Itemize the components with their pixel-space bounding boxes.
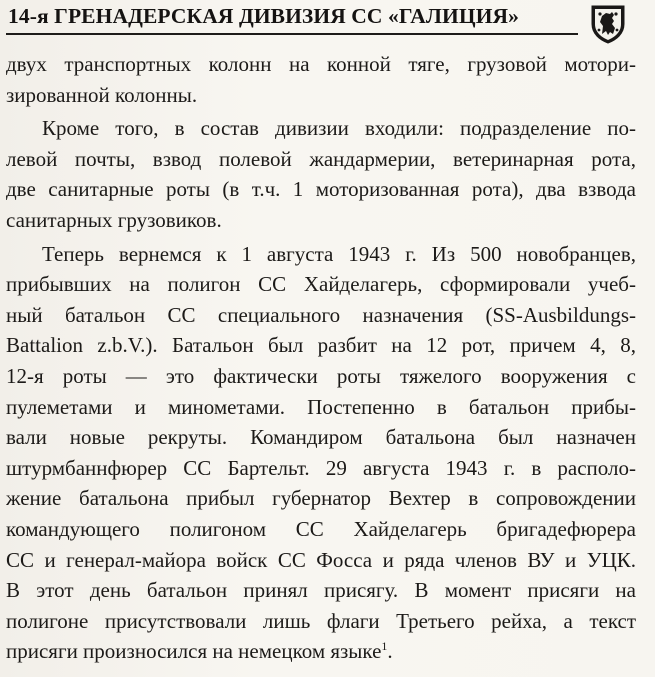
text-line: двух транспортных колонн на конной тяге, грузовой мотори- <box>6 52 636 76</box>
text-line: две санитарные роты (в т.ч. 1 моторизованная рота), два взвода <box>6 177 636 202</box>
text-line: полигоне присутствовали лишь флаги Третьего рейха, а текст <box>6 608 636 633</box>
text-line: СС и генерал-майора войск СС Фосса и ряда членов ВУ и УЦК. <box>6 547 636 572</box>
text-line: прибывших на полигон СС Хайделагерь, сформировали учеб- <box>6 272 636 297</box>
text-line: В этот день батальон принял присягу. В момент присяги на <box>6 578 636 603</box>
text-line: Battalion z.b.V.). Батальон был разбит на 12 рот, причем 4, 8, <box>6 333 636 358</box>
text-line-content: присяги произносился на немецком языке <box>6 639 382 664</box>
text-line-last: присяги произносился на немецком языке$^1$. <box>6 639 393 664</box>
text-line: санитарных грузовиков. <box>6 207 222 232</box>
text-line: пулеметами и минометами. Постепенно в батальон прибы- <box>6 394 636 419</box>
lion-shield-icon <box>590 4 626 44</box>
text-line: ный батальон СС специального назначения (SS-Ausbildungs- <box>6 302 636 327</box>
text-line: левой почты, взвод полевой жандармерии, ветеринарная рота, <box>6 146 636 171</box>
text-line: вали новые рекруты. Командиром батальона был назначен <box>6 425 636 450</box>
text-line: Теперь вернемся к 1 августа 1943 г. Из 500 новобранцев, <box>42 241 636 266</box>
running-header-title: 14-я ГРЕНАДЕРСКАЯ ДИВИЗИЯ СС «ГАЛИЦИЯ» <box>8 4 520 28</box>
text-line: жение батальона прибыл губернатор Вехтер в сопровождении <box>6 486 636 511</box>
body-text <box>6 49 636 667</box>
running-header <box>0 0 655 50</box>
text-line: зированной колонны. <box>6 82 198 107</box>
text-line: Кроме того, в состав дивизии входили: подразделение по- <box>42 116 636 141</box>
text-line: штурмбаннфюрер СС Бартельт. 29 августа 1943 г. в располо- <box>6 455 636 480</box>
text-line: 12-я роты — это фактически роты тяжелого вооружения с <box>6 363 636 388</box>
header-rule <box>6 33 578 35</box>
text-line: командующего полигоном СС Хайделагерь бригадефюрера <box>6 516 636 541</box>
footnote-marker[interactable]: 1 <box>381 639 388 654</box>
